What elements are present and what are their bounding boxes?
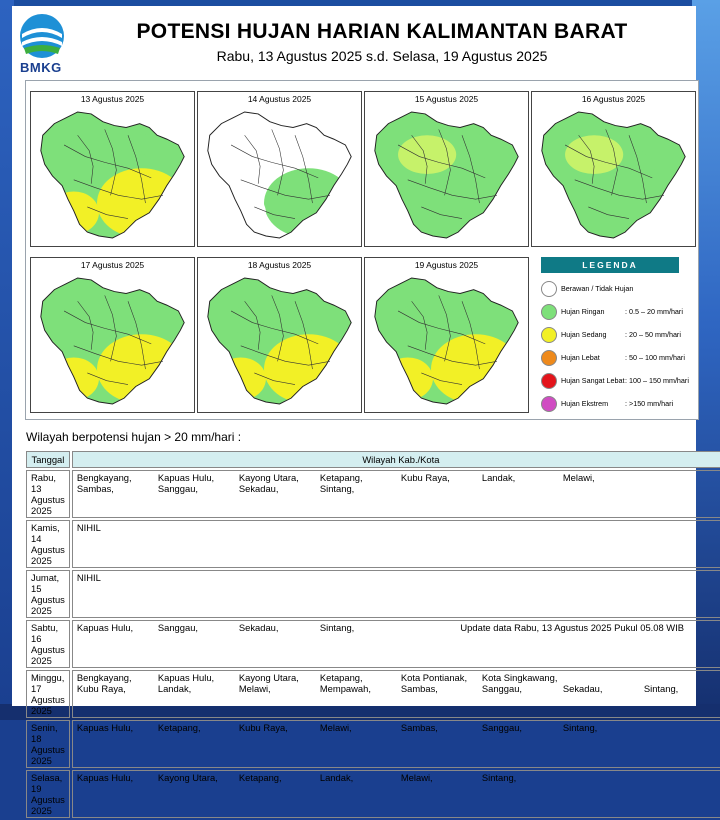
row-date: Rabu, 13 Agustus 2025: [26, 470, 70, 518]
forecast-card: [12, 6, 696, 816]
legend-swatch: [541, 396, 557, 412]
legend-title: LEGENDA: [541, 257, 679, 273]
region-name: Kubu Raya,: [238, 722, 288, 733]
row-date: Senin, 18 Agustus 2025: [26, 720, 70, 768]
regions-table: [24, 449, 720, 820]
region-line: [77, 483, 720, 494]
header-regions: Wilayah Kab./Kota: [72, 451, 720, 468]
logo-text: BMKG: [20, 60, 62, 75]
region-name: Mempawah,: [319, 683, 371, 694]
legend-swatch: [541, 350, 557, 366]
region-name: NIHIL: [76, 572, 101, 583]
page-subtitle: Rabu, 13 Agustus 2025 s.d. Selasa, 19 Agustus 2025: [216, 48, 548, 64]
region-name: Sambas,: [76, 483, 114, 494]
region-name: Melawi,: [319, 722, 352, 733]
region-name: Ketapang,: [157, 722, 201, 733]
map-date-label: 16 Agustus 2025: [581, 94, 646, 104]
row-regions: [72, 720, 720, 768]
region-name: Sekadau,: [238, 622, 279, 633]
table-row: [26, 470, 720, 518]
legend-swatch: [541, 304, 557, 320]
legend-range: : 100 – 150 mm/hari: [625, 376, 689, 385]
row-date: Minggu, 17 Agustus 2025: [26, 670, 70, 718]
table-row: [26, 770, 720, 818]
legend-name: Hujan Sangat Lebat: [561, 376, 625, 385]
region-name: Melawi,: [562, 472, 595, 483]
legend: [541, 257, 697, 415]
legend-item: [541, 396, 701, 414]
region-name: Ketapang,: [319, 672, 363, 683]
legend-range: : 50 – 100 mm/hari: [625, 353, 685, 362]
region-name: Sekadau,: [562, 683, 603, 694]
table-row: [26, 570, 720, 618]
rainfall-map: [369, 271, 524, 409]
map-panel: [197, 91, 362, 247]
region-name: Melawi,: [238, 683, 271, 694]
row-date: Jumat, 15 Agustus 2025: [26, 570, 70, 618]
region-name: Landak,: [481, 472, 516, 483]
rainfall-map: [369, 105, 524, 243]
rainfall-map: [536, 105, 691, 243]
legend-swatch: [541, 281, 557, 297]
legend-range: : 0.5 – 20 mm/hari: [625, 307, 683, 316]
legend-item: [541, 327, 701, 345]
region-name: Landak,: [157, 683, 192, 694]
region-name: Ketapang,: [319, 472, 363, 483]
legend-swatch: [541, 327, 557, 343]
map-date-label: 18 Agustus 2025: [247, 260, 312, 270]
region-name: Sanggau,: [157, 483, 199, 494]
maps-area: [25, 80, 699, 420]
row-date: Sabtu, 16 Agustus 2025: [26, 620, 70, 668]
region-name: Sambas,: [400, 683, 438, 694]
map-panel: [197, 257, 362, 413]
region-line: [77, 722, 720, 733]
region-name: Bengkayang,: [76, 472, 132, 483]
row-date: Selasa, 19 Agustus 2025: [26, 770, 70, 818]
region-name: Kapuas Hulu,: [76, 772, 134, 783]
region-name: Kapuas Hulu,: [76, 722, 134, 733]
row-regions: [72, 570, 720, 618]
region-name: Kota Pontianak,: [400, 672, 468, 683]
map-panel: [364, 91, 529, 247]
legend-item: [541, 373, 701, 391]
rainfall-map: [35, 271, 190, 409]
map-panel: [531, 91, 696, 247]
rainfall-map: [35, 105, 190, 243]
legend-swatch: [541, 373, 557, 389]
region-name: Kapuas Hulu,: [76, 622, 134, 633]
region-name: Sintang,: [481, 772, 517, 783]
map-date-label: 14 Agustus 2025: [247, 94, 312, 104]
region-name: Sanggau,: [481, 722, 523, 733]
legend-item: [541, 304, 701, 322]
region-line: [77, 672, 720, 683]
region-line: [77, 683, 720, 694]
map-panel: [30, 257, 195, 413]
region-name: Sintang,: [319, 622, 355, 633]
legend-range: : >150 mm/hari: [625, 399, 674, 408]
legend-name: Hujan Ekstrem: [561, 399, 609, 408]
region-name: NIHIL: [76, 522, 101, 533]
update-note: Update data Rabu, 13 Agustus 2025 Pukul 05.08 WIB: [460, 622, 684, 633]
region-name: Kapuas Hulu,: [157, 472, 215, 483]
region-name: Ketapang,: [238, 772, 282, 783]
region-name: Bengkayang,: [76, 672, 132, 683]
legend-range: : 20 – 50 mm/hari: [625, 330, 681, 339]
legend-name: Hujan Sedang: [561, 330, 607, 339]
row-regions: [72, 470, 720, 518]
caption: Wilayah berpotensi hujan > 20 mm/hari :: [26, 430, 242, 444]
region-name: Melawi,: [400, 772, 433, 783]
region-name: Sanggau,: [157, 622, 199, 633]
map-date-label: 17 Agustus 2025: [80, 260, 145, 270]
row-regions: [72, 770, 720, 818]
header-date: Tanggal: [26, 451, 70, 468]
table-row: [26, 720, 720, 768]
region-name: Kayong Utara,: [238, 472, 299, 483]
region-line: [77, 572, 720, 583]
map-date-label: 15 Agustus 2025: [414, 94, 479, 104]
legend-item: [541, 350, 701, 368]
table-row: [26, 520, 720, 568]
region-name: Kota Singkawang,: [481, 672, 558, 683]
legend-name: Berawan / Tidak Hujan: [561, 284, 634, 293]
legend-name: Hujan Lebat: [561, 353, 600, 362]
region-name: Landak,: [319, 772, 354, 783]
region-line: [77, 472, 720, 483]
row-regions: [72, 520, 720, 568]
region-name: Kapuas Hulu,: [157, 672, 215, 683]
legend-name: Hujan Ringan: [561, 307, 605, 316]
rainfall-map: [202, 271, 357, 409]
map-panel: [364, 257, 529, 413]
map-panel: [30, 91, 195, 247]
row-regions: [72, 670, 720, 718]
table-row: [26, 670, 720, 718]
page-title: POTENSI HUJAN HARIAN KALIMANTAN BARAT: [136, 20, 628, 43]
map-date-label: 13 Agustus 2025: [80, 94, 145, 104]
region-name: Kayong Utara,: [238, 672, 299, 683]
region-name: Kubu Raya,: [76, 683, 126, 694]
region-name: Sambas,: [400, 722, 438, 733]
region-name: Sintang,: [562, 722, 598, 733]
region-line: [77, 522, 720, 533]
region-name: Kubu Raya,: [400, 472, 450, 483]
map-date-label: 19 Agustus 2025: [414, 260, 479, 270]
rainfall-map: [202, 105, 357, 243]
region-name: Kayong Utara,: [157, 772, 218, 783]
region-line: [77, 772, 720, 783]
region-name: Sekadau,: [238, 483, 279, 494]
region-name: Sanggau,: [481, 683, 523, 694]
row-date: Kamis, 14 Agustus 2025: [26, 520, 70, 568]
region-name: Sintang,: [319, 483, 355, 494]
region-name: Sintang,: [643, 683, 679, 694]
legend-item: [541, 281, 701, 299]
